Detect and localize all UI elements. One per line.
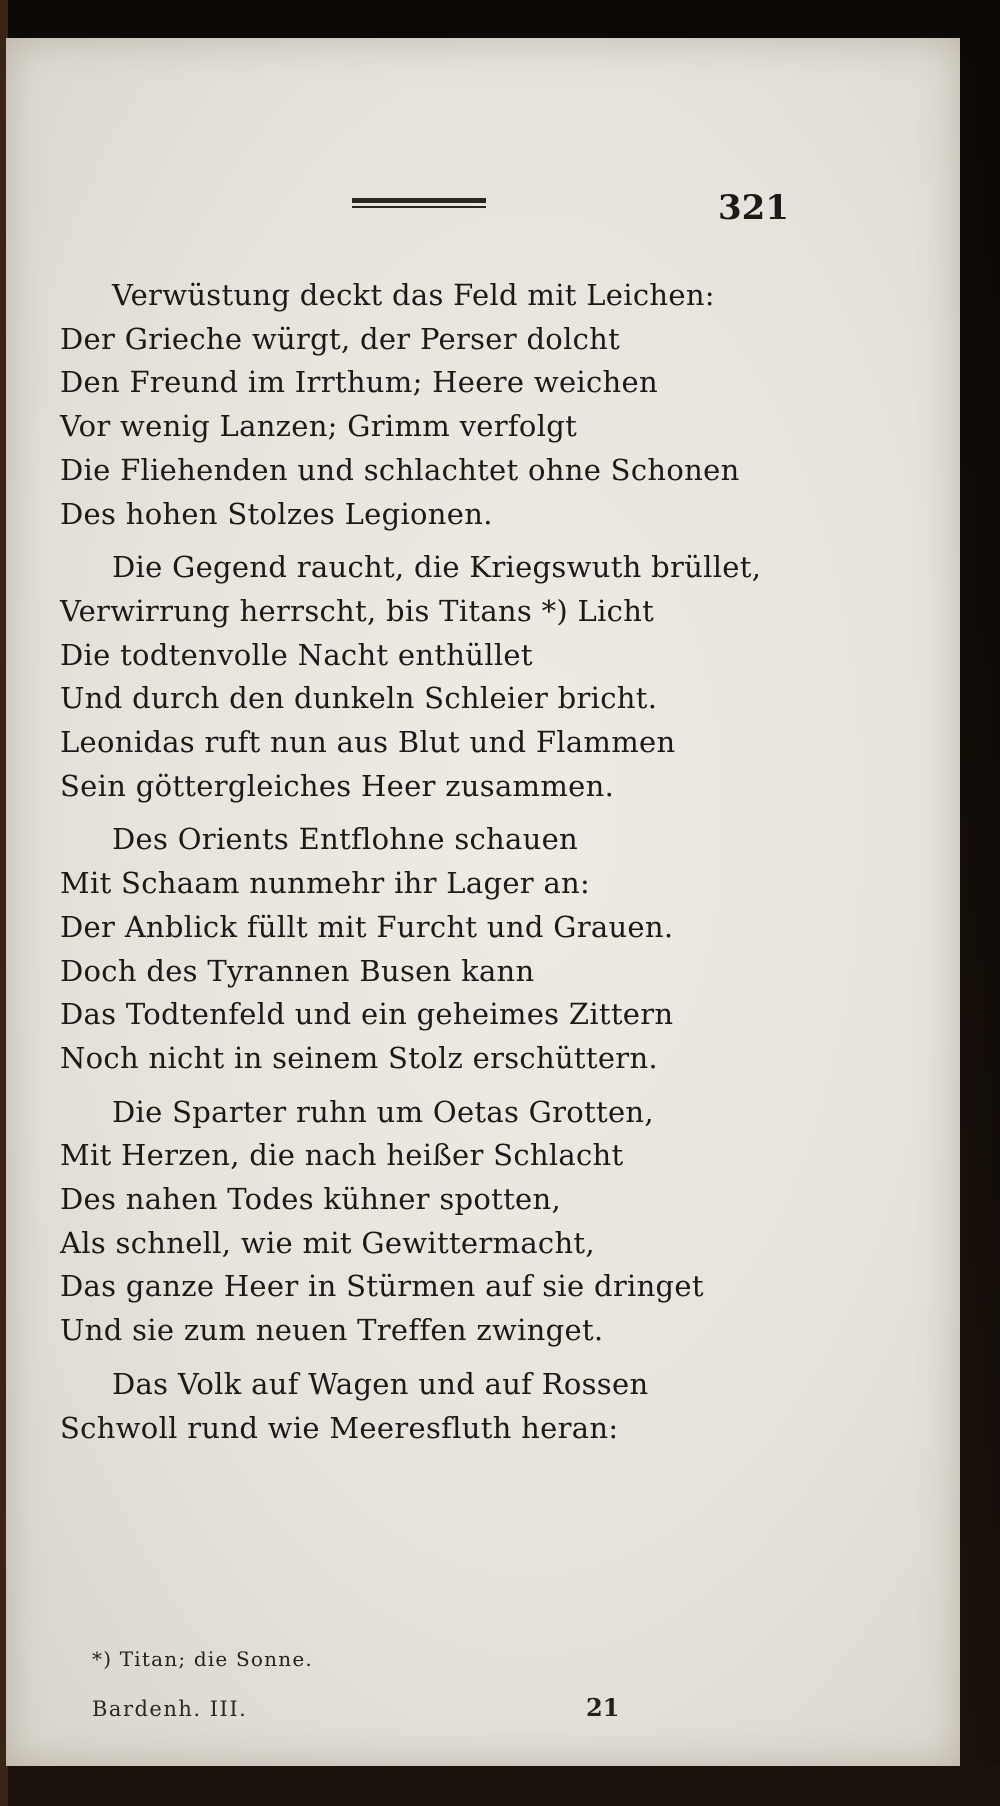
footnote: *) Titan; die Sonne. xyxy=(92,1647,313,1671)
page-number: 321 xyxy=(718,188,789,228)
poem-line: Und durch den dunkeln Schleier bricht. xyxy=(60,681,658,716)
poem-line: Doch des Tyrannen Busen kann xyxy=(60,953,535,988)
poem-line: Verwüstung deckt das Feld mit Leichen: xyxy=(112,278,715,312)
header-rule-thin xyxy=(352,206,486,208)
poem-line: Schwoll rund wie Meeresfluth heran: xyxy=(60,1410,619,1445)
poem-line: Mit Schaam nunmehr ihr Lager an: xyxy=(60,866,591,901)
poem-line: Vor wenig Lanzen; Grimm verfolgt xyxy=(60,409,578,444)
stanza-3 xyxy=(60,818,740,1080)
stanza-5 xyxy=(60,1363,740,1450)
stanza-1 xyxy=(60,274,740,536)
poem-line: Des hohen Stolzes Legionen. xyxy=(60,496,493,531)
poem-line: Noch nicht in seinem Stolz erschüttern. xyxy=(60,1040,658,1075)
poem-line: Das Volk auf Wagen und auf Rossen xyxy=(112,1366,649,1401)
poem-line: Leonidas ruft nun aus Blut und Flammen xyxy=(60,725,676,760)
poem-line: Der Grieche würgt, der Perser dolcht xyxy=(60,321,621,356)
poem-line: Sein göttergleiches Heer zusammen. xyxy=(60,768,615,803)
poem-line: Die Gegend raucht, die Kriegswuth brüllet, xyxy=(112,550,762,585)
poem-line: Mit Herzen, die nach heißer Schlacht xyxy=(60,1138,624,1173)
poem-line: Die Fliehenden und schlachtet ohne Schonen xyxy=(60,452,740,487)
poem-line: Des nahen Todes kühner spotten, xyxy=(60,1182,562,1217)
header-rule xyxy=(352,198,486,210)
poem-line: Die todtenvolle Nacht enthüllet xyxy=(60,637,533,672)
poem-line: Die Sparter ruhn um Oetas Grotten, xyxy=(112,1094,654,1129)
poem-line: Das Todtenfeld und ein geheimes Zittern xyxy=(60,997,674,1032)
printer-signature: Bardenh. III. xyxy=(92,1697,248,1721)
poem-line: Das ganze Heer in Stürmen auf sie dringet xyxy=(60,1269,704,1304)
stanza-2 xyxy=(60,546,762,808)
poem-line: Verwirrung herrscht, bis Titans *) Licht xyxy=(60,593,655,628)
header-rule-thick xyxy=(352,198,486,203)
signature-mark: 21 xyxy=(586,1693,620,1722)
poem-line: Der Anblick füllt mit Furcht und Grauen. xyxy=(60,909,674,944)
page-edge-shadow xyxy=(960,38,1000,1766)
stanza-4 xyxy=(60,1091,740,1353)
poem-line: Und sie zum neuen Treffen zwinget. xyxy=(60,1313,604,1348)
poem-line: Des Orients Entflohne schauen xyxy=(112,822,579,857)
poem-line: Als schnell, wie mit Gewittermacht, xyxy=(60,1225,595,1260)
poem-line: Den Freund im Irrthum; Heere weichen xyxy=(60,365,658,400)
book-page xyxy=(6,38,960,1766)
poem-body xyxy=(60,274,762,1460)
